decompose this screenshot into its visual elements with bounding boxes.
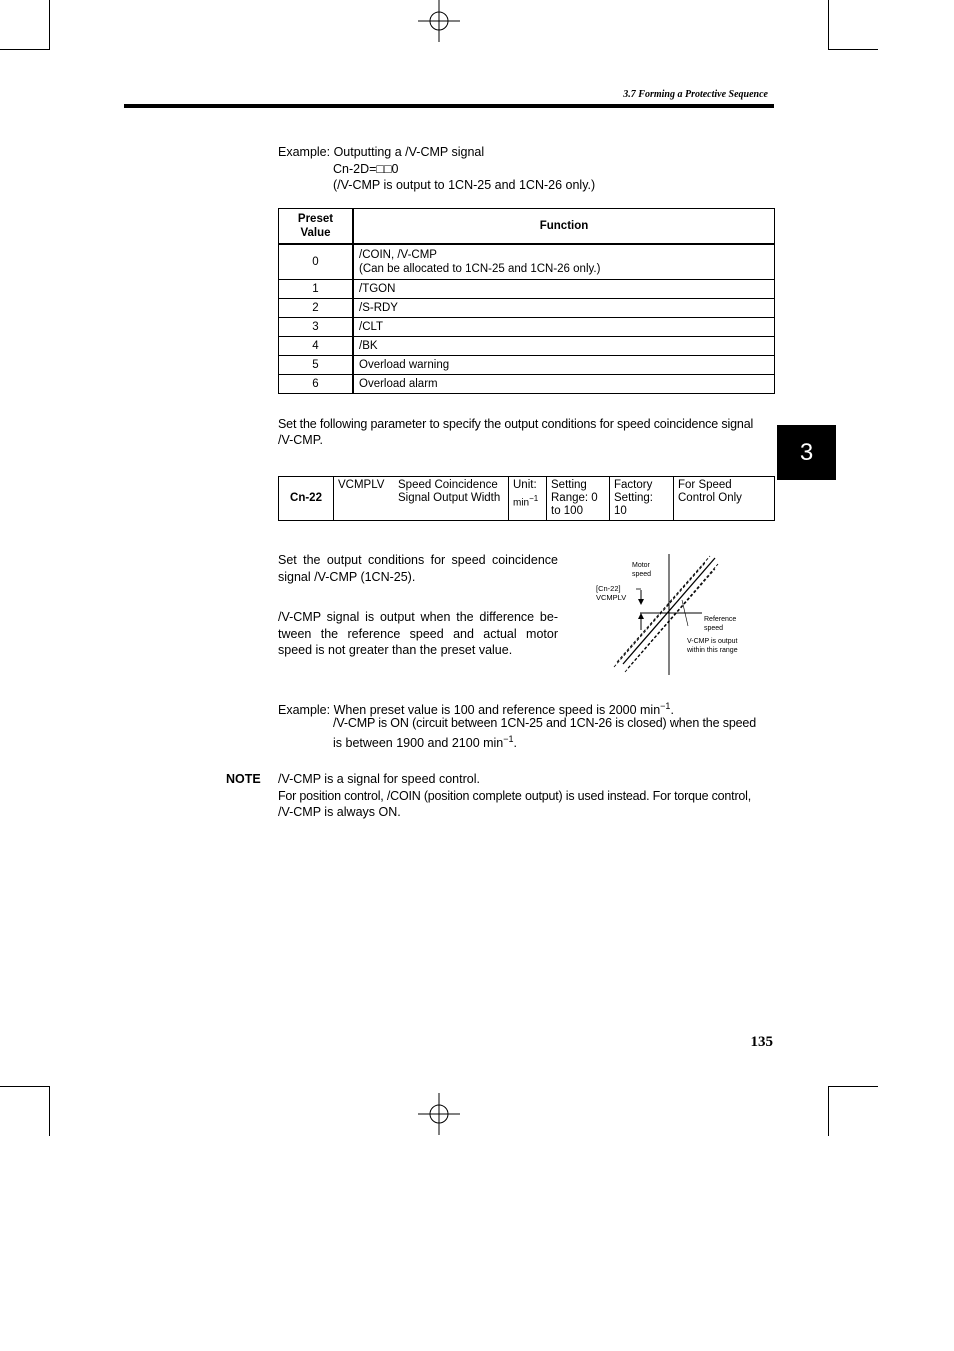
factory-text: Factory <box>614 479 653 491</box>
note-text: For position control, /COIN (position complete output) is used instead. For torque control, <box>278 789 752 803</box>
unit-text: $\min^{-1}$ <box>513 494 539 509</box>
preset-value-header: Preset Value <box>279 209 354 245</box>
function-cell: /S-RDY <box>353 299 775 318</box>
table-row <box>279 318 775 337</box>
note-text: /V-CMP is a signal for speed control. <box>278 772 480 786</box>
section-header: 3.7 Forming a Protective Sequence <box>623 89 768 100</box>
range-text: Range: 0 <box>551 492 598 504</box>
crop-mark <box>49 1086 50 1136</box>
example-detail: /V-CMP is ON (circuit between 1CN-25 and 1CN-26 is closed) when the speed <box>333 716 757 730</box>
header-rule <box>124 104 774 108</box>
preset-value-cell: 0 <box>279 244 354 280</box>
parameter-range <box>547 477 610 521</box>
function-cell: /TGON <box>353 280 775 299</box>
parameter-control-mode <box>674 477 775 521</box>
parameter-description <box>394 477 509 521</box>
crop-mark <box>49 0 50 50</box>
function-cell: Overload alarm <box>353 375 775 394</box>
table-row <box>279 337 775 356</box>
crop-mark <box>0 49 50 50</box>
unit-text: Unit: <box>513 479 537 491</box>
note-text: /V-CMP is always ON. <box>278 805 401 819</box>
function-cell: /CLT <box>353 318 775 337</box>
crop-mark <box>0 1086 50 1087</box>
example-heading: Example: When preset value is 100 and reference speed is 2000 $\min^{-1}$. <box>278 701 674 718</box>
speed-coincidence-diagram <box>590 552 760 677</box>
function-cell: Overload warning <box>353 356 775 375</box>
range-text: to 100 <box>551 505 583 517</box>
preset-value-cell: 3 <box>279 318 354 337</box>
diagram-label: Reference speed <box>704 616 737 632</box>
function-text: /COIN, /V-CMP <box>359 249 437 261</box>
preset-value-cell: 4 <box>279 337 354 356</box>
diagram-label: [Cn-22] VCMPLV <box>596 584 627 602</box>
body-text: Set the output conditions for speed coincidence signal /V-CMP (1CN-25). <box>278 553 558 584</box>
table-row <box>279 299 775 318</box>
body-text: Set the following parameter to specify the output conditions for speed coincidence signal <box>278 417 754 431</box>
table-row <box>279 477 775 521</box>
example-setting: Cn-2D=□□0 <box>333 162 399 176</box>
chapter-tab: 3 <box>777 425 836 480</box>
parameter-name: VCMPLV <box>334 477 395 521</box>
description-text: Speed Coincidence <box>398 479 498 491</box>
preset-value-cell: 5 <box>279 356 354 375</box>
preset-value-cell: 2 <box>279 299 354 318</box>
factory-text: 10 <box>614 505 627 517</box>
function-cell <box>353 244 775 280</box>
page-number: 135 <box>750 1034 773 1050</box>
registration-mark <box>418 0 460 42</box>
table-row <box>279 280 775 299</box>
parameter-code: Cn-22 <box>279 477 334 521</box>
preset-value-cell: 1 <box>279 280 354 299</box>
function-cell: /BK <box>353 337 775 356</box>
crop-mark <box>828 1086 829 1136</box>
table-row <box>279 375 775 394</box>
table-row <box>279 244 775 280</box>
diagram-label: Motor speed <box>632 562 652 578</box>
diagram-label: V-CMP is output within this range <box>687 638 738 654</box>
example-heading: Example: Outputting a /V-CMP signal <box>278 145 485 159</box>
registration-mark <box>418 1093 460 1135</box>
example-note: (/V-CMP is output to 1CN-25 and 1CN-26 only.) <box>333 178 596 192</box>
crop-mark <box>828 49 878 50</box>
preset-value-table <box>278 208 775 394</box>
crop-mark <box>828 1086 878 1087</box>
description-text: Signal Output Width <box>398 492 501 504</box>
body-text: /V-CMP. <box>278 433 323 447</box>
table-row <box>279 356 775 375</box>
function-text: (Can be allocated to 1CN-25 and 1CN-26 only.) <box>359 263 601 275</box>
mode-text: For Speed <box>678 479 732 491</box>
parameter-factory-setting <box>610 477 674 521</box>
parameter-unit <box>509 477 547 521</box>
preset-value-cell: 6 <box>279 375 354 394</box>
function-header: Function <box>353 209 775 245</box>
mode-text: Control Only <box>678 492 742 504</box>
factory-text: Setting: <box>614 492 653 504</box>
body-text: /V-CMP signal is output when the difference be- tween the reference speed and actual motor speed is not greater than the preset value. <box>278 610 558 657</box>
parameter-table <box>278 476 775 521</box>
range-text: Setting <box>551 479 587 491</box>
example-detail: is between 1900 and 2100 $\min^{-1}$. <box>333 734 518 751</box>
note-label: NOTE <box>226 772 261 786</box>
crop-mark <box>828 0 829 50</box>
